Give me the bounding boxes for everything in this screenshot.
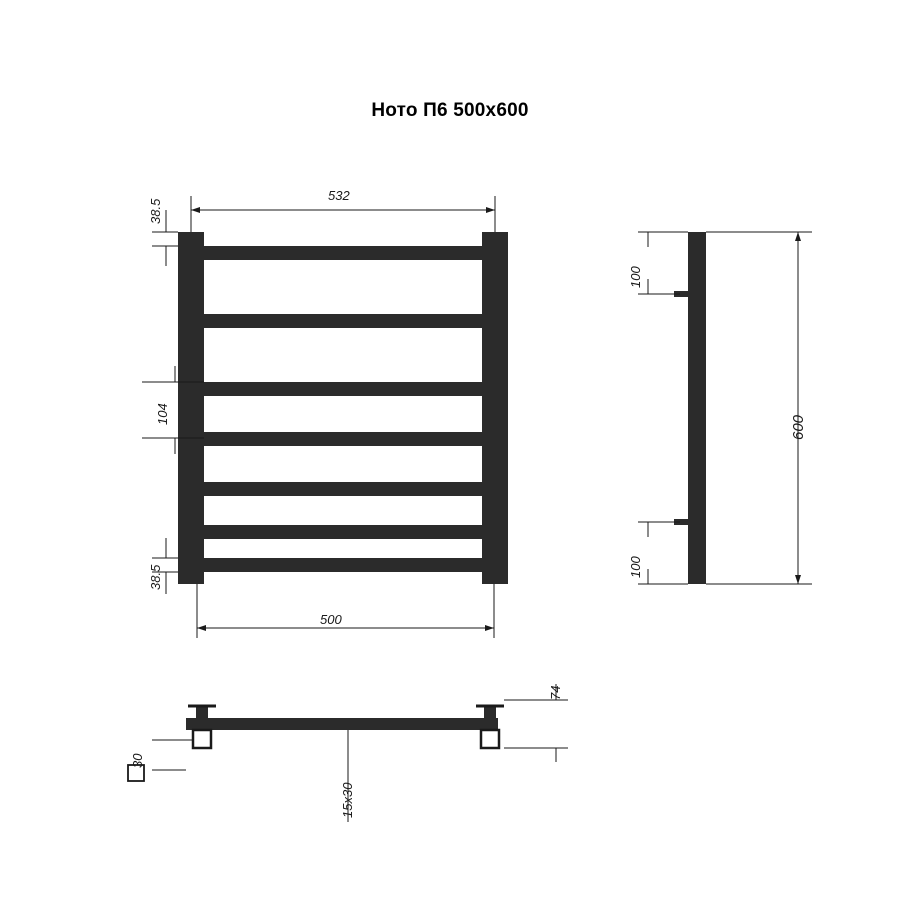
front-rail [204,525,482,539]
dim-label-profile-size: 15х30 [340,782,355,818]
dim-label-top-bracket: 100 [628,266,643,288]
dim-label-bottom-offset: 38.5 [148,564,163,590]
dim-label-top-offset: 38.5 [148,198,163,224]
dim-label-outer-width: 532 [328,188,350,203]
front-rail [204,432,482,446]
front-right-post [482,232,508,584]
front-rail [204,482,482,496]
side-profile [688,232,706,584]
side-view-group [638,232,812,584]
dim-label-height: 600 [790,414,807,440]
front-rail [204,558,482,572]
dim-label-bracket-size: 30 [130,753,145,768]
front-rail [204,314,482,328]
dim-bottom-100-lines [638,522,688,584]
plan-right-bracket [481,730,499,748]
dim-top-100-lines [638,232,688,294]
plan-right-stud [484,706,496,718]
plan-left-bracket [193,730,211,748]
front-rail [204,246,482,260]
dim-30-lines [152,740,193,770]
front-left-post [178,232,204,584]
front-view-group [142,196,508,638]
dim-500-lines [197,584,494,638]
plan-profile [186,718,498,730]
dim-label-inner-width: 500 [320,612,342,627]
page-title: Ното П6 500х600 [371,100,529,121]
dim-label-bottom-bracket: 100 [628,556,643,578]
dim-label-depth: 74 [548,685,563,700]
dim-600-lines [706,232,812,584]
dim-label-rail-pitch: 104 [155,403,170,425]
front-rail [204,382,482,396]
plan-left-stud [196,706,208,718]
